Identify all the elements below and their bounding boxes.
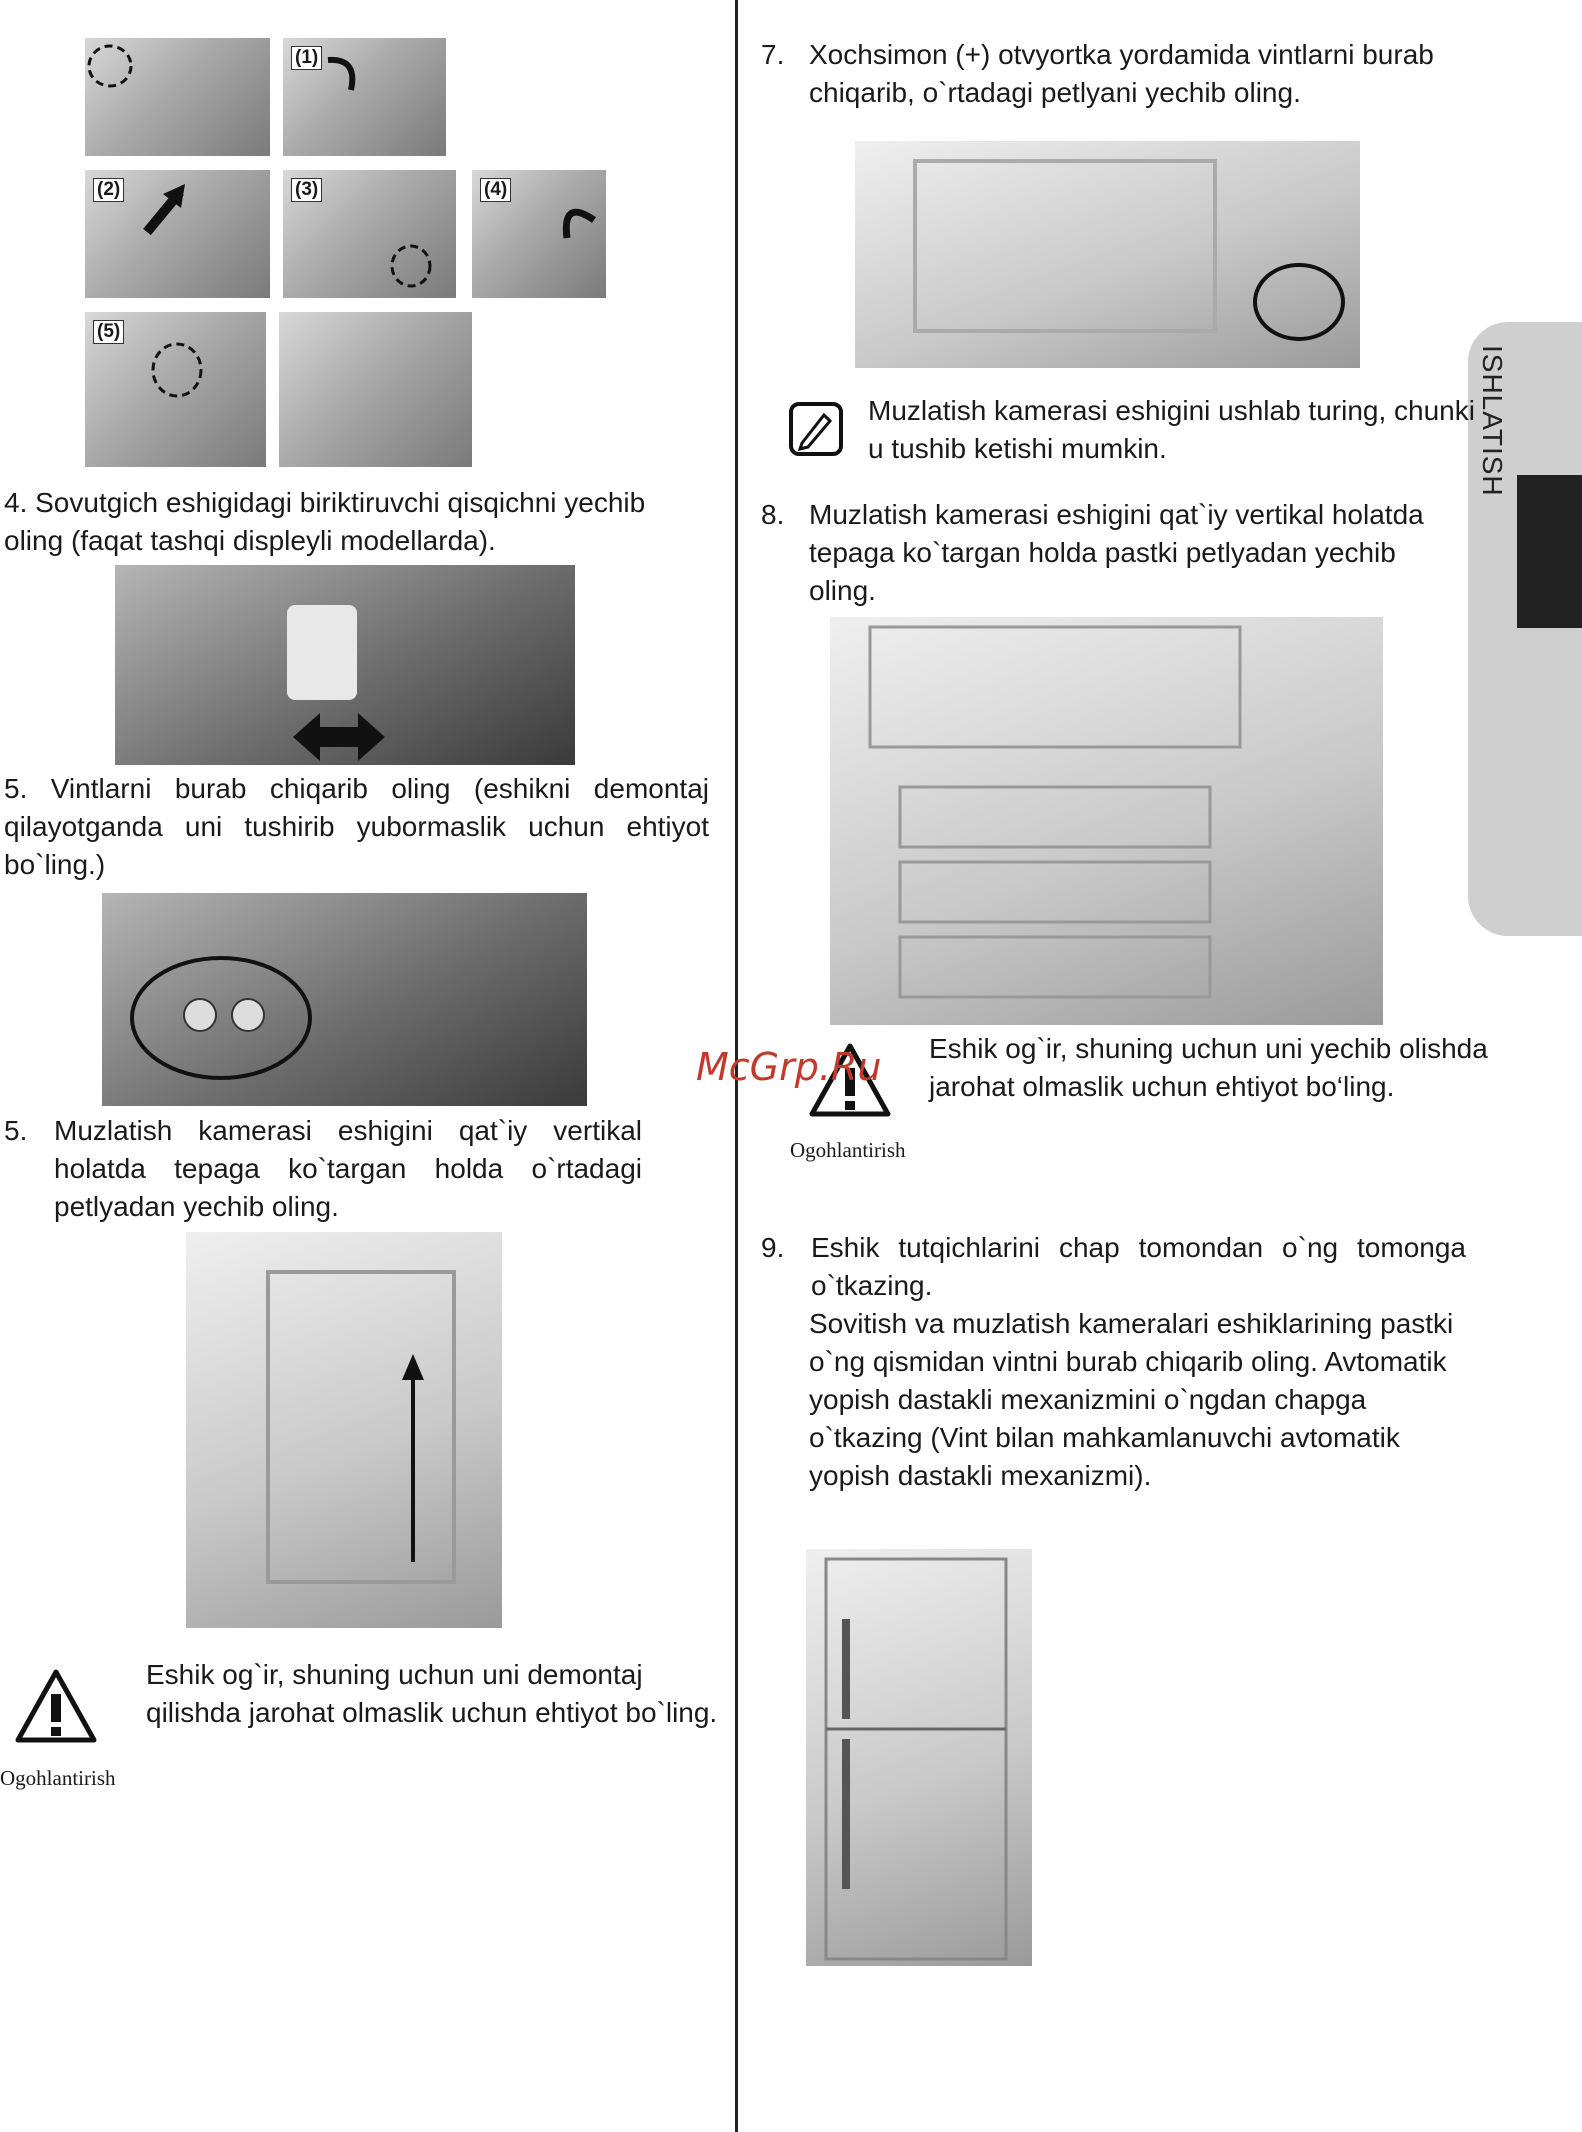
photo-label-5: (5): [93, 320, 124, 344]
screws-photo: [102, 893, 587, 1106]
photo-label-1: (1): [291, 46, 322, 70]
clip-photo: [115, 565, 575, 765]
photo-label-2: (2): [93, 178, 124, 202]
warning-text-right: Eshik og`ir, shuning uchun uni yechib olishda jarohat olmaslik uchun ehtiyot bo‘ling.: [929, 1033, 1488, 1102]
warning-caption-right: Ogohlantirish: [790, 1138, 906, 1162]
photo-grid-5: [472, 170, 606, 298]
step9-body: Sovitish va muzlatish kameralari eshiklarining pastki o`ng qismidan vintni burab chiqarib oling. Avtomatik yopish dastakli mexanizmini o`ngdan chapga o`tkazing (Vint bilan mahkamlanuvchi avtomatik yopish dastakli mexanizmi).: [809, 1308, 1454, 1491]
step8-text: Muzlatish kamerasi eshigini qat`iy vertikal holatda tepaga ko`targan holda pastki petlyadan yechib oling.: [809, 499, 1424, 606]
photo-label-3: (3): [291, 178, 322, 202]
step5a-text: 5. Vintlarni burab chiqarib oling (eshikni demontaj qilayotganda uni tushirib yubormaslik uchun ehtiyot bo`ling.): [4, 773, 709, 880]
photo-grid-1: [85, 38, 270, 156]
warning-caption: Ogohlantirish: [0, 1766, 116, 1790]
side-tab-label: ISHLATISH: [1477, 345, 1508, 497]
warning-icon: [14, 1666, 98, 1746]
step7-text: Xochsimon (+) otvyortka yordamida vintlarni burab chiqarib, o`rtadagi petlyani yechib oling.: [809, 39, 1434, 108]
note-icon: [788, 401, 844, 457]
door-lift-photo: [186, 1232, 502, 1628]
step5b-number: 5.: [4, 1115, 28, 1146]
fridge-photo: [806, 1549, 1032, 1966]
step9-number: 9.: [761, 1232, 785, 1263]
step9-line1: Eshik tutqichlarini chap tomondan o`ng tomonga o`tkazing.: [811, 1232, 1466, 1301]
step7-number: 7.: [761, 39, 785, 70]
freezer-photo: [830, 617, 1383, 1025]
note-text: Muzlatish kamerasi eshigini ushlab turing, chunki u tushib ketishi mumkin.: [868, 395, 1475, 464]
step8-number: 8.: [761, 499, 785, 530]
warning-text: Eshik og`ir, shuning uchun uni demontaj qilishda jarohat olmaslik uchun ehtiyot bo`ling.: [146, 1659, 718, 1728]
hinge-photo: [855, 141, 1360, 368]
photo-grid-7: [279, 312, 472, 467]
watermark: McGrp.Ru: [696, 1045, 882, 1089]
photo-grid-4: [283, 170, 456, 298]
step5b-text: Muzlatish kamerasi eshigini qat`iy vertikal holatda tepaga ko`targan holda o`rtadagi petlyadan yechib oling.: [54, 1115, 642, 1222]
photo-grid-2: [283, 38, 446, 156]
photo-grid-3: [85, 170, 270, 298]
step4-text: 4. Sovutgich eshigidagi biriktiruvchi qisqichni yechib oling (faqat tashqi displeyli modellarda).: [4, 487, 646, 556]
photo-grid-6: [85, 312, 266, 467]
side-tab-marker: [1517, 475, 1582, 628]
photo-label-4: (4): [480, 178, 511, 202]
